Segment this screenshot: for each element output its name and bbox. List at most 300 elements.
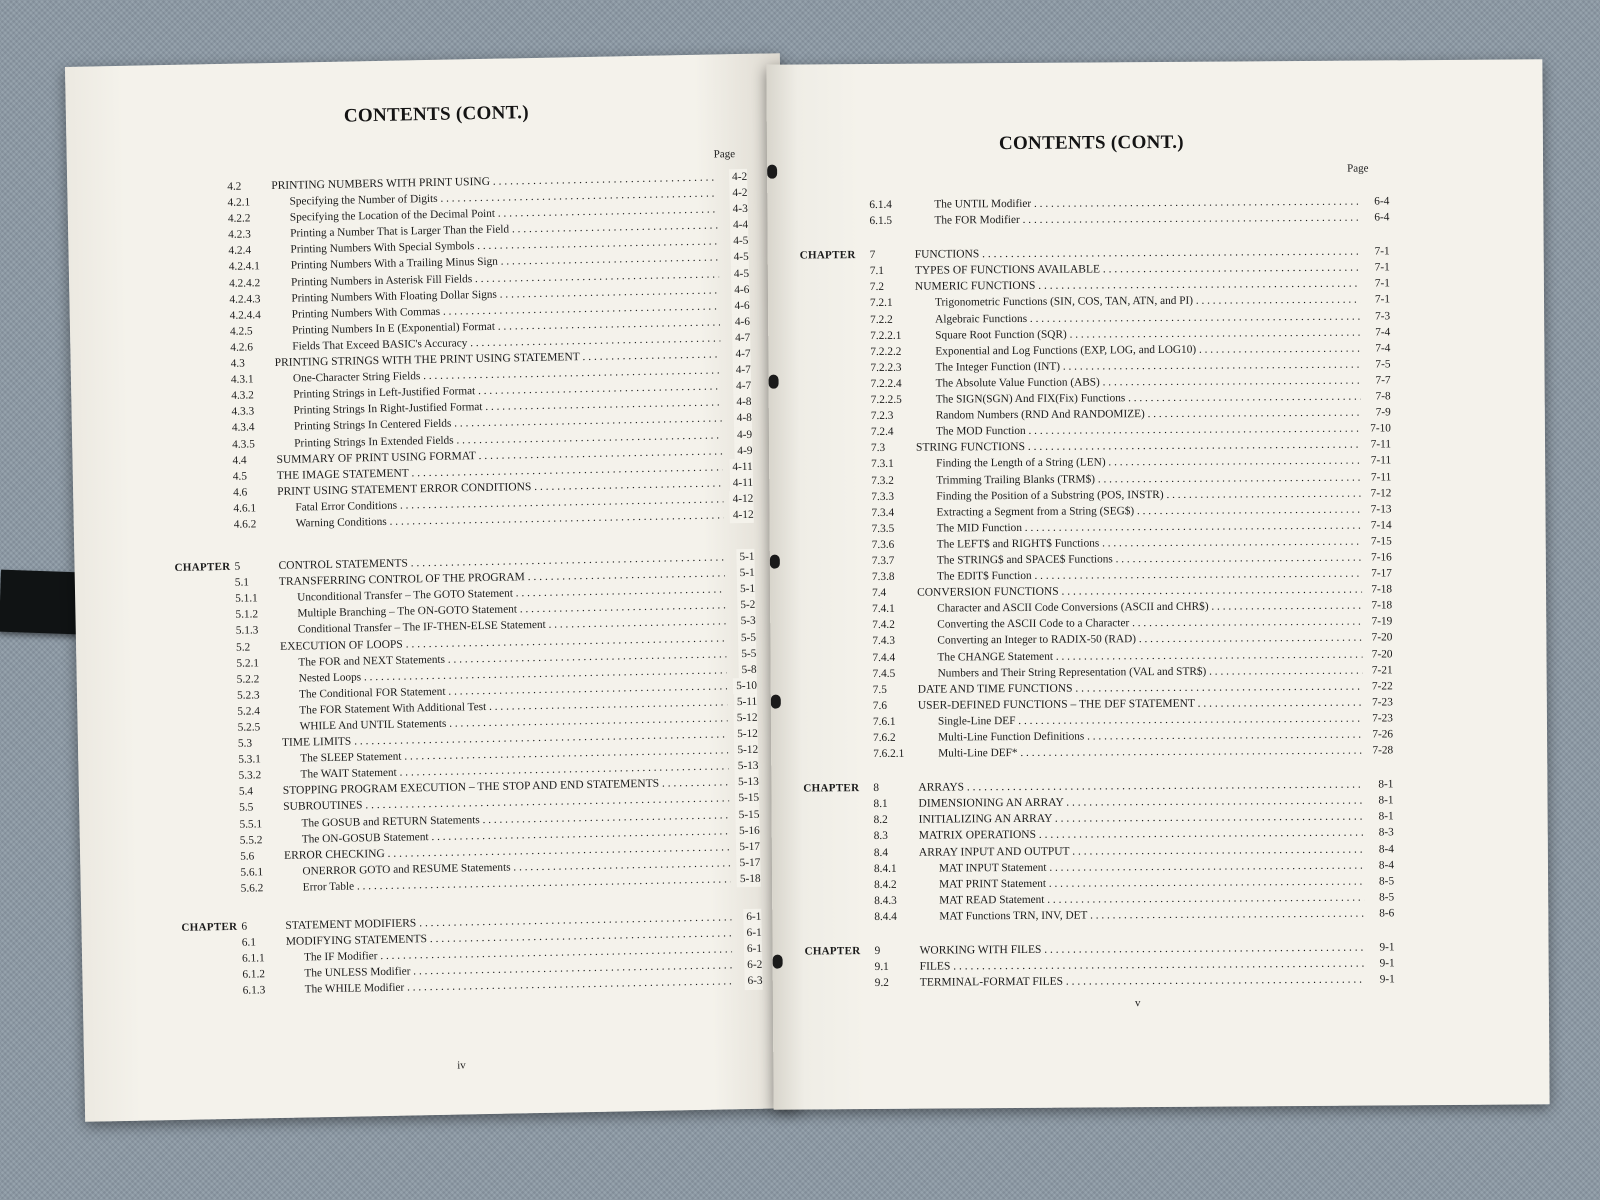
section-number: 7.2.2 [870, 313, 893, 326]
chapter-label: CHAPTER [174, 560, 231, 575]
page-ref: 5-5 [738, 629, 756, 645]
page-ref: 7-12 [1368, 485, 1392, 501]
section-title: SUBROUTINES . . . [283, 791, 729, 816]
page-ref: 5-17 [736, 839, 760, 856]
section-title: The Conditional FOR Statement . . . [299, 678, 727, 702]
section-number: 4.3.1 [230, 373, 254, 386]
page-ref: 7-18 [1368, 598, 1392, 614]
page-ref: 4-9 [734, 442, 752, 458]
section-number: 8.1 [873, 798, 888, 811]
section-title: STRING FUNCTIONS . . . [916, 437, 1361, 456]
page-ref: 9-1 [1377, 972, 1395, 988]
section-title: Converting the ASCII Code to a Character . . . [937, 614, 1362, 633]
section-number: 4.3.4 [231, 421, 255, 435]
section-title: MODIFYING STATEMENTS . . . [286, 925, 732, 950]
section-number: 5.1.3 [235, 624, 259, 638]
page-ref: 5-15 [735, 790, 759, 807]
section-number: 8.4.2 [874, 878, 897, 891]
section-title: Multi-Line DEF* . . . [938, 743, 1363, 762]
section-title: Error Table . . . [303, 871, 731, 895]
page-ref: 7-11 [1368, 437, 1391, 453]
section-number: 5 [234, 560, 241, 573]
section-title: The WAIT Statement . . . [300, 759, 728, 783]
section-title: Numbers and Their String Representation (VAL and STR$) . . . [938, 662, 1363, 681]
section-title: Printing Numbers With Commas . . . [292, 298, 720, 322]
section-number: 6.1.4 [869, 198, 892, 212]
section-number: 6.1.3 [242, 984, 266, 998]
section-title: The SLEEP Statement . . . [300, 743, 728, 767]
toc-entry [803, 742, 1393, 762]
section-number: 7.4.5 [872, 667, 896, 680]
section-title: The GOSUB and RETURN Statements . . . [301, 807, 729, 831]
section-title: MAT READ Statement . . . [939, 889, 1364, 908]
section-title: The EDIT$ Function . . . [937, 566, 1362, 585]
page-ref: 7-23 [1369, 694, 1393, 710]
section-number: 9.1 [874, 961, 889, 974]
section-number: 5.2 [235, 641, 251, 654]
binder-hole [771, 695, 781, 709]
page-ref: 9-1 [1376, 939, 1394, 955]
section-number: 5.2.5 [237, 721, 261, 734]
section-number: 8.4.3 [874, 894, 897, 907]
section-number: 4.3.3 [231, 405, 255, 419]
section-title: ONERROR GOTO and RESUME Statements . . . [302, 855, 730, 879]
section-title: Extracting a Segment from a String (SEG$) . . . [936, 501, 1361, 520]
section-number: 5.3 [237, 737, 253, 750]
section-number: 5.2.2 [236, 673, 260, 686]
section-title: Fatal Error Conditions . . . [295, 491, 723, 515]
page-ref: 7-15 [1368, 533, 1392, 549]
page-ref: 7-28 [1369, 742, 1393, 758]
section-title: Printing a Number That is Larger Than the Field . . . [290, 218, 718, 242]
section-number: 4.6.2 [233, 518, 257, 531]
page-ref: 7-5 [1372, 356, 1390, 372]
section-title: One-Character String Fields . . . [293, 363, 721, 387]
section-title: The FOR Modifier . . . [934, 210, 1359, 229]
section-title: TYPES OF FUNCTIONS AVAILABLE . . . [915, 260, 1360, 279]
section-number: 7.2.3 [870, 409, 894, 423]
page-ref: 5-3 [737, 613, 755, 629]
page-ref: 4-11 [729, 459, 753, 476]
section-title: CONVERSION FUNCTIONS . . . [917, 582, 1362, 601]
section-number: 4.6 [233, 486, 248, 499]
page-ref: 5-13 [735, 758, 759, 775]
binder-hole [770, 555, 780, 569]
section-title: TIME LIMITS . . . [282, 726, 728, 751]
section-title: Square Root Function (SQR) . . . [935, 324, 1360, 343]
toc-list [799, 193, 1395, 991]
page-ref: 4-7 [732, 346, 750, 362]
section-title: Algebraic Functions . . . [935, 308, 1360, 327]
toc-entry [799, 209, 1389, 229]
section-title: DIMENSIONING AN ARRAY . . . [918, 793, 1363, 812]
section-number: 4.6.1 [233, 502, 257, 515]
page-ref: 8-1 [1376, 809, 1394, 825]
page-ref: 5-13 [735, 774, 759, 791]
section-title: Conditional Transfer – The IF-THEN-ELSE Statement . . . [298, 614, 726, 638]
binder-hole [769, 375, 779, 389]
section-number: 4.3 [230, 357, 245, 370]
section-title: Printing Numbers With Floating Dollar Signs . . . [291, 282, 719, 306]
section-title: WHILE And UNTIL Statements . . . [299, 710, 727, 734]
page-number: iv [457, 1059, 466, 1072]
section-title: The Integer Function (INT) . . . [935, 356, 1360, 375]
section-title: STATEMENT MODIFIERS . . . [285, 909, 731, 934]
chapter-label: CHAPTER [803, 782, 860, 795]
page-ref: 4-5 [731, 249, 749, 265]
page-ref: 4-12 [730, 507, 754, 524]
page-ref: 7-20 [1369, 646, 1393, 662]
section-number: 4.2 [227, 180, 242, 193]
page-ref: 6-2 [744, 957, 762, 973]
page-ref: 6-1 [743, 909, 761, 925]
page-ref: 4-2 [729, 185, 747, 201]
page-ref: 8-5 [1376, 873, 1394, 889]
section-title: EXECUTION OF LOOPS . . . [280, 630, 726, 655]
section-number: 4.2.4.3 [229, 292, 261, 306]
section-number: 4.2.4.2 [229, 276, 261, 290]
section-number: 7.4.4 [872, 651, 896, 664]
section-number: 5.1.2 [235, 608, 259, 622]
section-number: 5.5.2 [239, 833, 263, 847]
section-number: 7.3.5 [871, 522, 895, 535]
section-title: SUMMARY OF PRINT USING FORMAT . . . [276, 443, 722, 468]
section-title: Single-Line DEF . . . [938, 710, 1363, 729]
page-ref: 5-2 [737, 597, 755, 613]
section-title: DATE AND TIME FUNCTIONS . . . [918, 678, 1363, 697]
toc-list [167, 169, 763, 1000]
section-number: 5.3.1 [238, 753, 261, 766]
page-ref: 5-1 [737, 581, 755, 597]
section-title: Specifying the Number of Digits . . . [289, 186, 717, 210]
page-ref: 7-4 [1372, 340, 1390, 356]
toc-entry [805, 972, 1395, 992]
page-ref: 5-8 [738, 662, 756, 678]
section-title: The FOR and NEXT Statements . . . [298, 646, 726, 670]
page-ref: 8-1 [1375, 793, 1393, 809]
section-number: 5.6.1 [240, 866, 264, 879]
section-number: 6.1.5 [869, 214, 893, 228]
page-ref: 8-4 [1376, 841, 1394, 857]
section-title: The Absolute Value Function (ABS) . . . [936, 373, 1361, 392]
section-number: 6 [241, 920, 248, 933]
section-number: 5.6 [240, 850, 255, 863]
section-number: 4.2.4.4 [229, 308, 261, 322]
section-number: 4.2.6 [230, 341, 254, 354]
page-ref: 5-12 [734, 710, 758, 727]
section-number: 4.2.5 [229, 325, 253, 338]
section-number: 7.6.2 [873, 731, 896, 744]
page-ref: 7-14 [1368, 517, 1392, 533]
section-title: Multiple Branching – The ON-GOTO Statement . . . [297, 598, 725, 622]
page-ref: 5-16 [736, 822, 760, 839]
section-number: 7.2.2.1 [870, 329, 902, 342]
page-ref: 7-18 [1368, 582, 1392, 598]
section-title: The UNLESS Modifier . . . [304, 958, 732, 982]
section-number: 4.4 [232, 454, 247, 467]
page-ref: 7-1 [1372, 276, 1390, 292]
section-number: 7.3.8 [871, 570, 895, 584]
page-ref: 7-7 [1372, 372, 1390, 388]
section-number: 7.1 [869, 265, 884, 278]
section-title: TERMINAL-FORMAT FILES . . . [920, 972, 1365, 991]
section-title: The SIGN(SGN) And FIX(Fix) Functions . . . [936, 389, 1361, 408]
section-number: 8.4.4 [874, 910, 897, 923]
section-number: 7.4.2 [872, 619, 895, 632]
page-column-header: Page [1347, 162, 1369, 175]
page-ref: 7-21 [1369, 662, 1393, 678]
section-number: 7.4.3 [872, 635, 896, 648]
page-ref: 6-4 [1371, 193, 1389, 209]
section-number: 7.2.2.4 [870, 377, 902, 390]
page-ref: 4-9 [734, 426, 752, 442]
chapter-label: CHAPTER [181, 920, 238, 934]
section-title: USER-DEFINED FUNCTIONS – THE DEF STATEMENT . . . [918, 694, 1363, 713]
section-title: Printing Numbers In E (Exponential) Format . . . [292, 314, 720, 338]
page-ref: 4-11 [730, 475, 754, 492]
section-title: Printing Numbers in Asterisk Fill Fields . . . [291, 266, 719, 290]
section-title: Character and ASCII Code Conversions (ASCII and CHR$) . . . [937, 598, 1362, 617]
section-number: 9 [874, 944, 881, 958]
page-ref: 5-18 [737, 871, 761, 888]
page-ref: 5-10 [733, 678, 757, 695]
section-title: Multi-Line Function Definitions . . . [938, 727, 1363, 746]
section-title: Printing Strings In Right-Justified Format . . . [293, 395, 721, 419]
page-ref: 7-26 [1369, 726, 1393, 742]
page-ref: 7-11 [1368, 453, 1391, 469]
section-number: 7.2.4 [870, 426, 894, 439]
right-page [766, 59, 1549, 1109]
page-ref: 4-2 [729, 169, 747, 185]
section-number: 5.2.1 [236, 656, 260, 670]
section-title: INITIALIZING AN ARRAY . . . [919, 809, 1364, 828]
page-ref: 7-16 [1368, 549, 1392, 565]
section-title: Printing Strings In Extended Fields . . . [294, 427, 722, 451]
page-ref: 5-15 [736, 806, 760, 823]
section-title: Printing Numbers With a Trailing Minus Sign . . . [291, 250, 719, 274]
binder-hole [767, 165, 777, 179]
section-title: The ON-GOSUB Statement . . . [302, 823, 730, 847]
section-number: 7.6.1 [872, 715, 896, 728]
section-title: Unconditional Transfer – The GOTO Statement . . . [297, 582, 725, 606]
section-number: 7.3.2 [871, 474, 894, 487]
section-title: MAT INPUT Statement . . . [939, 857, 1364, 876]
section-number: 4.3.5 [232, 437, 255, 451]
page-ref: 8-5 [1376, 889, 1394, 905]
section-title: ARRAY INPUT AND OUTPUT . . . [919, 841, 1364, 860]
section-title: Specifying the Location of the Decimal Point . . . [290, 202, 718, 226]
page-title: CONTENTS (CONT.) [998, 131, 1184, 155]
section-number: 4.5 [232, 470, 248, 483]
section-number: 8.4 [873, 846, 889, 859]
section-number: 5.5 [239, 801, 254, 815]
section-number: 7.2.2.3 [870, 361, 902, 374]
toc-entry [804, 905, 1394, 925]
section-title: Warning Conditions . . . [296, 507, 724, 531]
page-ref: 4-5 [731, 265, 749, 281]
section-title: The CHANGE Statement . . . [937, 646, 1362, 665]
page-ref: 5-11 [734, 694, 758, 711]
page-ref: 8-4 [1376, 857, 1394, 873]
page-ref: 7-10 [1367, 421, 1391, 437]
section-title: Fields That Exceed BASIC's Accuracy . . . [292, 330, 720, 354]
section-number: 7.2 [869, 281, 885, 294]
section-number: 9.2 [874, 977, 889, 990]
section-title: FUNCTIONS . . . [915, 244, 1360, 263]
page-ref: 4-7 [733, 362, 751, 378]
section-title: PRINTING NUMBERS WITH PRINT USING . . . [271, 169, 717, 194]
page-ref: 5-1 [736, 549, 754, 565]
page-ref: 4-6 [732, 314, 750, 330]
page-ref: 5-5 [738, 645, 756, 661]
section-number: 6.1.2 [242, 968, 266, 982]
left-page [65, 53, 800, 1122]
section-number: 7 [869, 249, 876, 262]
section-number: 4.2.4 [228, 244, 252, 258]
section-title: Random Numbers (RND And RANDOMIZE) . . . [936, 405, 1361, 424]
section-number: 4.2.4.1 [228, 260, 261, 274]
section-title: Trigonometric Functions (SIN, COS, TAN, ATN, and PI) . . . [935, 292, 1360, 311]
section-title: PRINTING STRINGS WITH THE PRINT USING STATEMENT . . . [275, 346, 721, 371]
section-title: The WHILE Modifier . . . [305, 974, 733, 998]
page-ref: 8-1 [1375, 777, 1393, 793]
section-number: 4.2.3 [228, 228, 251, 242]
section-number: 7.3.7 [871, 554, 895, 567]
section-number: 5.6.2 [240, 882, 264, 895]
section-number: 6.1.1 [241, 952, 265, 965]
section-title: STOPPING PROGRAM EXECUTION – THE STOP AND END STATEMENTS . . . [283, 775, 729, 800]
page-ref: 4-12 [729, 491, 753, 508]
page-ref: 6-4 [1371, 209, 1389, 225]
section-title: The FOR Statement With Additional Test . . . [299, 694, 727, 718]
section-number: 5.2.3 [236, 689, 260, 702]
section-number: 7.4.1 [872, 603, 895, 616]
section-number: 7.2.1 [869, 297, 893, 310]
page-column-header: Page [713, 148, 736, 161]
section-title: Printing Numbers With Special Symbols . . . [290, 234, 718, 258]
section-number: 5.5.1 [239, 817, 263, 831]
page-ref: 6-1 [743, 925, 761, 941]
page-ref: 5-12 [734, 726, 758, 743]
section-number: 7.3.4 [871, 506, 895, 519]
page-ref: 4-7 [733, 378, 751, 394]
page-ref: 7-8 [1373, 388, 1391, 404]
page-ref: 5-1 [737, 565, 755, 581]
section-title: THE IMAGE STATEMENT . . . [277, 459, 723, 484]
page-ref: 7-22 [1369, 678, 1393, 694]
section-number: 7.2.2.5 [870, 393, 902, 407]
page-ref: 5-12 [734, 742, 758, 759]
section-title: Finding the Position of a Substring (POS, INSTR) . . . [936, 485, 1361, 504]
section-title: The LEFT$ and RIGHT$ Functions . . . [937, 533, 1362, 552]
section-title: The MOD Function . . . [936, 421, 1361, 440]
page-ref: 6-3 [744, 973, 762, 989]
page-ref: 4-3 [730, 201, 748, 217]
section-title: CONTROL STATEMENTS . . . [278, 549, 724, 574]
page-ref: 8-3 [1376, 825, 1394, 841]
page-ref: 4-6 [731, 298, 749, 314]
section-title: PRINT USING STATEMENT ERROR CONDITIONS . . . [277, 475, 723, 500]
section-title: Converting an Integer to RADIX-50 (RAD) . . . [937, 630, 1362, 649]
section-number: 8 [873, 782, 880, 795]
section-title: Nested Loops . . . [299, 662, 727, 686]
section-number: 5.4 [238, 785, 254, 799]
section-number: 5.2.4 [237, 705, 261, 718]
section-number: 8.2 [873, 814, 888, 827]
section-number: 7.6 [872, 699, 888, 712]
section-number: 5.3.2 [238, 769, 262, 783]
section-number: 4.3.2 [231, 389, 254, 403]
section-number: 5.1.1 [235, 592, 258, 606]
section-title: WORKING WITH FILES . . . [919, 940, 1364, 959]
section-number: 5.1 [234, 576, 250, 589]
section-title: MATRIX OPERATIONS . . . [919, 825, 1364, 844]
section-title: The STRING$ and SPACE$ Functions . . . [937, 550, 1362, 569]
section-number: 6.1 [241, 936, 257, 949]
page-ref: 7-19 [1368, 614, 1392, 630]
page-ref: 5-17 [736, 855, 760, 872]
page-ref: 7-1 [1372, 244, 1390, 260]
section-title: MAT PRINT Statement . . . [939, 873, 1364, 892]
page-number: v [1134, 997, 1141, 1010]
page-ref: 7-23 [1369, 710, 1393, 726]
section-number: 7.5 [872, 683, 887, 696]
section-title: Printing Strings In Centered Fields . . . [294, 411, 722, 435]
page-ref: 4-8 [733, 394, 751, 410]
chapter-label: CHAPTER [804, 945, 861, 958]
page-ref: 4-4 [730, 217, 748, 233]
page-ref: 4-6 [731, 282, 749, 298]
section-number: 8.4.1 [873, 862, 897, 875]
page-ref: 7-9 [1373, 404, 1391, 420]
page-ref: 7-3 [1372, 308, 1390, 324]
section-title: Exponential and Log Functions (EXP, LOG, and LOG10) . . . [935, 340, 1360, 359]
section-number: 7.3.3 [871, 490, 895, 503]
section-number: 7.3.1 [871, 458, 894, 471]
section-number: 7.3.6 [871, 538, 895, 551]
section-title: FILES . . . [920, 956, 1365, 975]
section-title: TRANSFERRING CONTROL OF THE PROGRAM . . . [279, 566, 725, 591]
page-ref: 7-17 [1368, 565, 1392, 581]
binder-hole [773, 955, 783, 969]
page-ref: 7-1 [1372, 292, 1390, 308]
section-title: MAT Functions TRN, INV, DET . . . [939, 906, 1364, 925]
section-number: 4.2.2 [227, 212, 251, 226]
section-number: 7.6.2.1 [873, 747, 905, 761]
page-ref: 7-4 [1372, 324, 1390, 340]
section-title: Finding the Length of a String (LEN) . . . [936, 453, 1361, 472]
page-ref: 4-5 [730, 233, 748, 249]
page-ref: 4-8 [734, 410, 752, 426]
section-title: ERROR CHECKING . . . [284, 839, 730, 864]
section-title: NUMERIC FUNCTIONS . . . [915, 276, 1360, 295]
page-ref: 7-11 [1368, 469, 1391, 485]
section-title: ARRAYS . . . [918, 777, 1363, 796]
page-ref: 7-20 [1369, 630, 1393, 646]
section-number: 7.2.2.2 [870, 345, 902, 358]
section-number: 7.3 [871, 442, 886, 455]
page-title: CONTENTS (CONT.) [343, 102, 530, 127]
section-title: Printing Strings in Left-Justified Format . . . [293, 379, 721, 403]
section-title: The MID Function . . . [937, 517, 1362, 536]
page-ref: 7-13 [1368, 501, 1392, 517]
section-title: Trimming Trailing Blanks (TRM$) . . . [936, 469, 1361, 488]
section-number: 4.2.1 [227, 196, 251, 209]
page-ref: 7-1 [1372, 260, 1390, 276]
chapter-label: CHAPTER [799, 249, 856, 262]
page-ref: 9-1 [1377, 955, 1395, 971]
page-ref: 8-6 [1376, 905, 1394, 921]
